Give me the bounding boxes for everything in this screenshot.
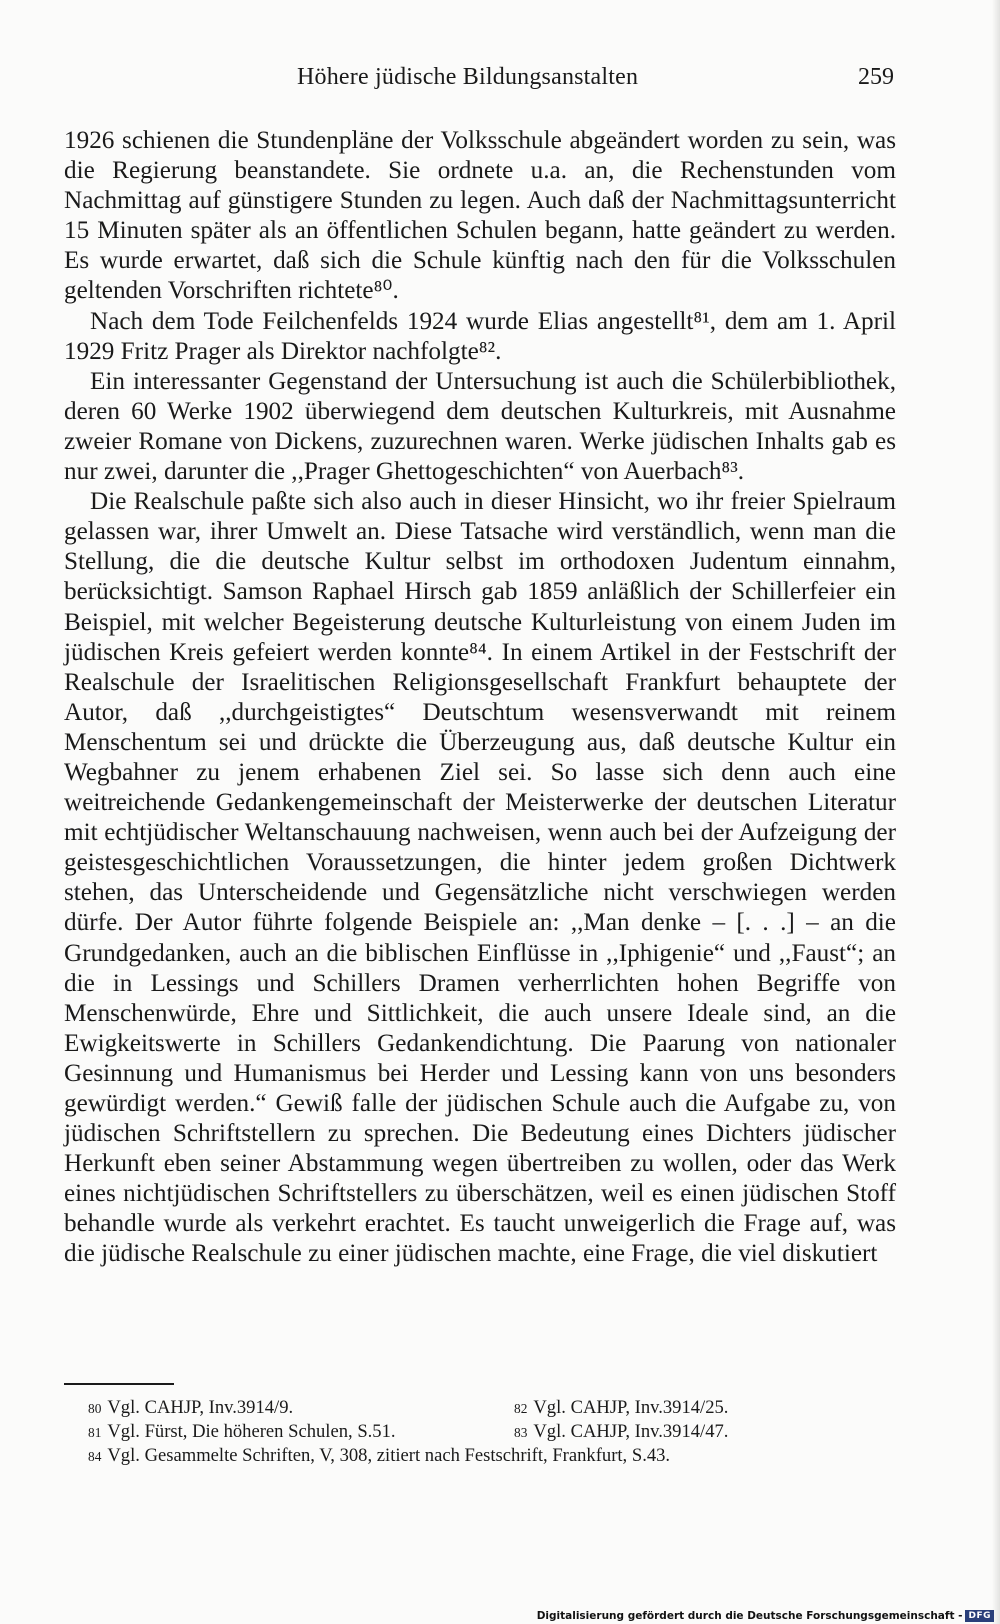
footnote-text: Vgl. Fürst, Die höheren Schulen, S.51. bbox=[107, 1421, 396, 1442]
footnote-rule bbox=[64, 1383, 174, 1385]
digitization-credit bbox=[537, 1610, 994, 1622]
footnote-81 bbox=[88, 1420, 396, 1445]
footnote-text: Vgl. CAHJP, Inv.3914/9. bbox=[107, 1397, 294, 1418]
footnote-number: 84 bbox=[88, 1449, 102, 1464]
footnote-80 bbox=[88, 1396, 293, 1421]
paragraph: Die Realschule paßte sich also auch in dieser Hinsicht, wo ihr freier Spielraum gelassen war, ihrer Umwelt an. Diese Tatsache wird verständlich, wenn man die Stellung, die die deutsche Kultur selbst im orthodoxen Judentum einnahm, berücksichtigt. Samson Raphael Hirsch gab 1859 anläßlich der Schillerfeier ein Beispiel, mit welcher Begeisterung deutsche Kulturleistung von einem Juden im jüdischen Kreis gefeiert werden konnte⁸⁴. In einem Artikel in der Festschrift der Realschule der Israelitischen Religionsgesellschaft Frankfurt behauptete der Autor, daß ,,durchgeistigtes“ Deutschtum wesensverwandt mit reinem Menschentum sei und drückte die Überzeugung aus, daß deutsche Kultur ein Wegbahner zu jenem erhabenen Ziel sei. So lasse sich denn auch eine weitreichende Gedankengemeinschaft der Meisterwerke der deutschen Literatur mit echtjüdischer Weltanschauung nachweisen, wenn auch bei der Aufzeigung der geistesgeschichtlichen Voraussetzungen, die hinter jedem großen Dichtwerk stehen, das Unterscheidende und Gegensätzliche nicht verschwiegen werden dürfe. Der Autor führte folgende Beispiele an: ,,Man denke – [. . .] – an die Grundgedanken, auch an die biblischen Einflüsse in ,,Iphigenie“ und ,,Faust“; an die in Lessings und Schillers Dramen verherrlichten hohen Begriffe von Menschenwürde, Ehre und Sittlichkeit, die auch unsere Ideale sind, an die Ewigkeitswerte in Schillers Gedankendichtung. Die Paarung von nationaler Gesinnung und Humanismus bei Herder und Lessing kann von uns besonders gewürdigt werden.“ Gewiß falle der jüdischen Schule auch die Aufgabe zu, von jüdischen Schriftstellern zu sprechen. Die Bedeutung eines Dichters jüdischer Herkunft eben seiner Abstammung wegen übertreiben zu wollen, oder das Werk eines nichtjüdischen Schriftstellers zu überschätzen, weil es einen jüdischen Stoff behandle wurde als verkehrt erachtet. Es taucht unweigerlich die Frage auf, was die jüdische Realschule zu einer jüdischen machte, eine Frage, die viel diskutiert bbox=[64, 488, 896, 1268]
footnote-number: 81 bbox=[88, 1425, 102, 1440]
paragraph: 1926 schienen die Stundenpläne der Volksschule abgeändert worden zu sein, was die Regierung beanstandete. Sie ordnete u.a. an, die Rechenstunden vom Nachmittag auf günstigere Stunden zu legen. Auch daß der Nachmittagsunterricht 15 Minuten später als an öffentlichen Schulen begann, hatte geändert zu werden. Es wurde erwartet, daß sich die Schule künftig nach den für die Volksschulen geltenden Vorschriften richtete⁸⁰. bbox=[64, 127, 896, 305]
footnote-83 bbox=[514, 1420, 728, 1445]
page-edge-shadow bbox=[992, 0, 1000, 1624]
footnote-number: 80 bbox=[88, 1401, 102, 1416]
dfg-logo: DFG bbox=[965, 1610, 994, 1622]
footnote-row bbox=[88, 1396, 868, 1420]
page-number: 259 bbox=[858, 64, 894, 90]
running-head: Höhere jüdische Bildungsanstalten bbox=[297, 64, 639, 90]
body-text bbox=[64, 126, 896, 1270]
footnote-82 bbox=[514, 1396, 728, 1421]
footnotes bbox=[88, 1396, 868, 1468]
paragraph: Nach dem Tode Feilchenfelds 1924 wurde Elias angestellt⁸¹, dem am 1. April 1929 Fritz Prager als Direktor nachfolgte⁸². bbox=[64, 307, 896, 365]
footnote-text: Vgl. CAHJP, Inv.3914/25. bbox=[533, 1397, 729, 1418]
footnote-text: Vgl. Gesammelte Schriften, V, 308, zitiert nach Festschrift, Frankfurt, S.43. bbox=[107, 1445, 671, 1466]
footnote-84 bbox=[88, 1444, 670, 1469]
paragraph: Ein interessanter Gegenstand der Untersuchung ist auch die Schülerbibliothek, deren 60 Werke 1902 überwiegend dem deutschen Kulturkreis, mit Ausnahme zweier Romane von Dickens, zuzurechnen waren. Werke jüdischen Inhalts gab es nur zwei, darunter die ,,Prager Ghettogeschichten“ von Auerbach⁸³. bbox=[64, 367, 896, 486]
credit-text: Digitalisierung gefördert durch die Deutsche Forschungsgemeinschaft - bbox=[536, 1610, 963, 1622]
footnote-number: 82 bbox=[514, 1401, 528, 1416]
page-header bbox=[0, 64, 1000, 104]
footnote-text: Vgl. CAHJP, Inv.3914/47. bbox=[533, 1421, 729, 1442]
footnote-row bbox=[88, 1420, 868, 1444]
footnote-number: 83 bbox=[514, 1425, 528, 1440]
footnote-row bbox=[88, 1444, 868, 1468]
